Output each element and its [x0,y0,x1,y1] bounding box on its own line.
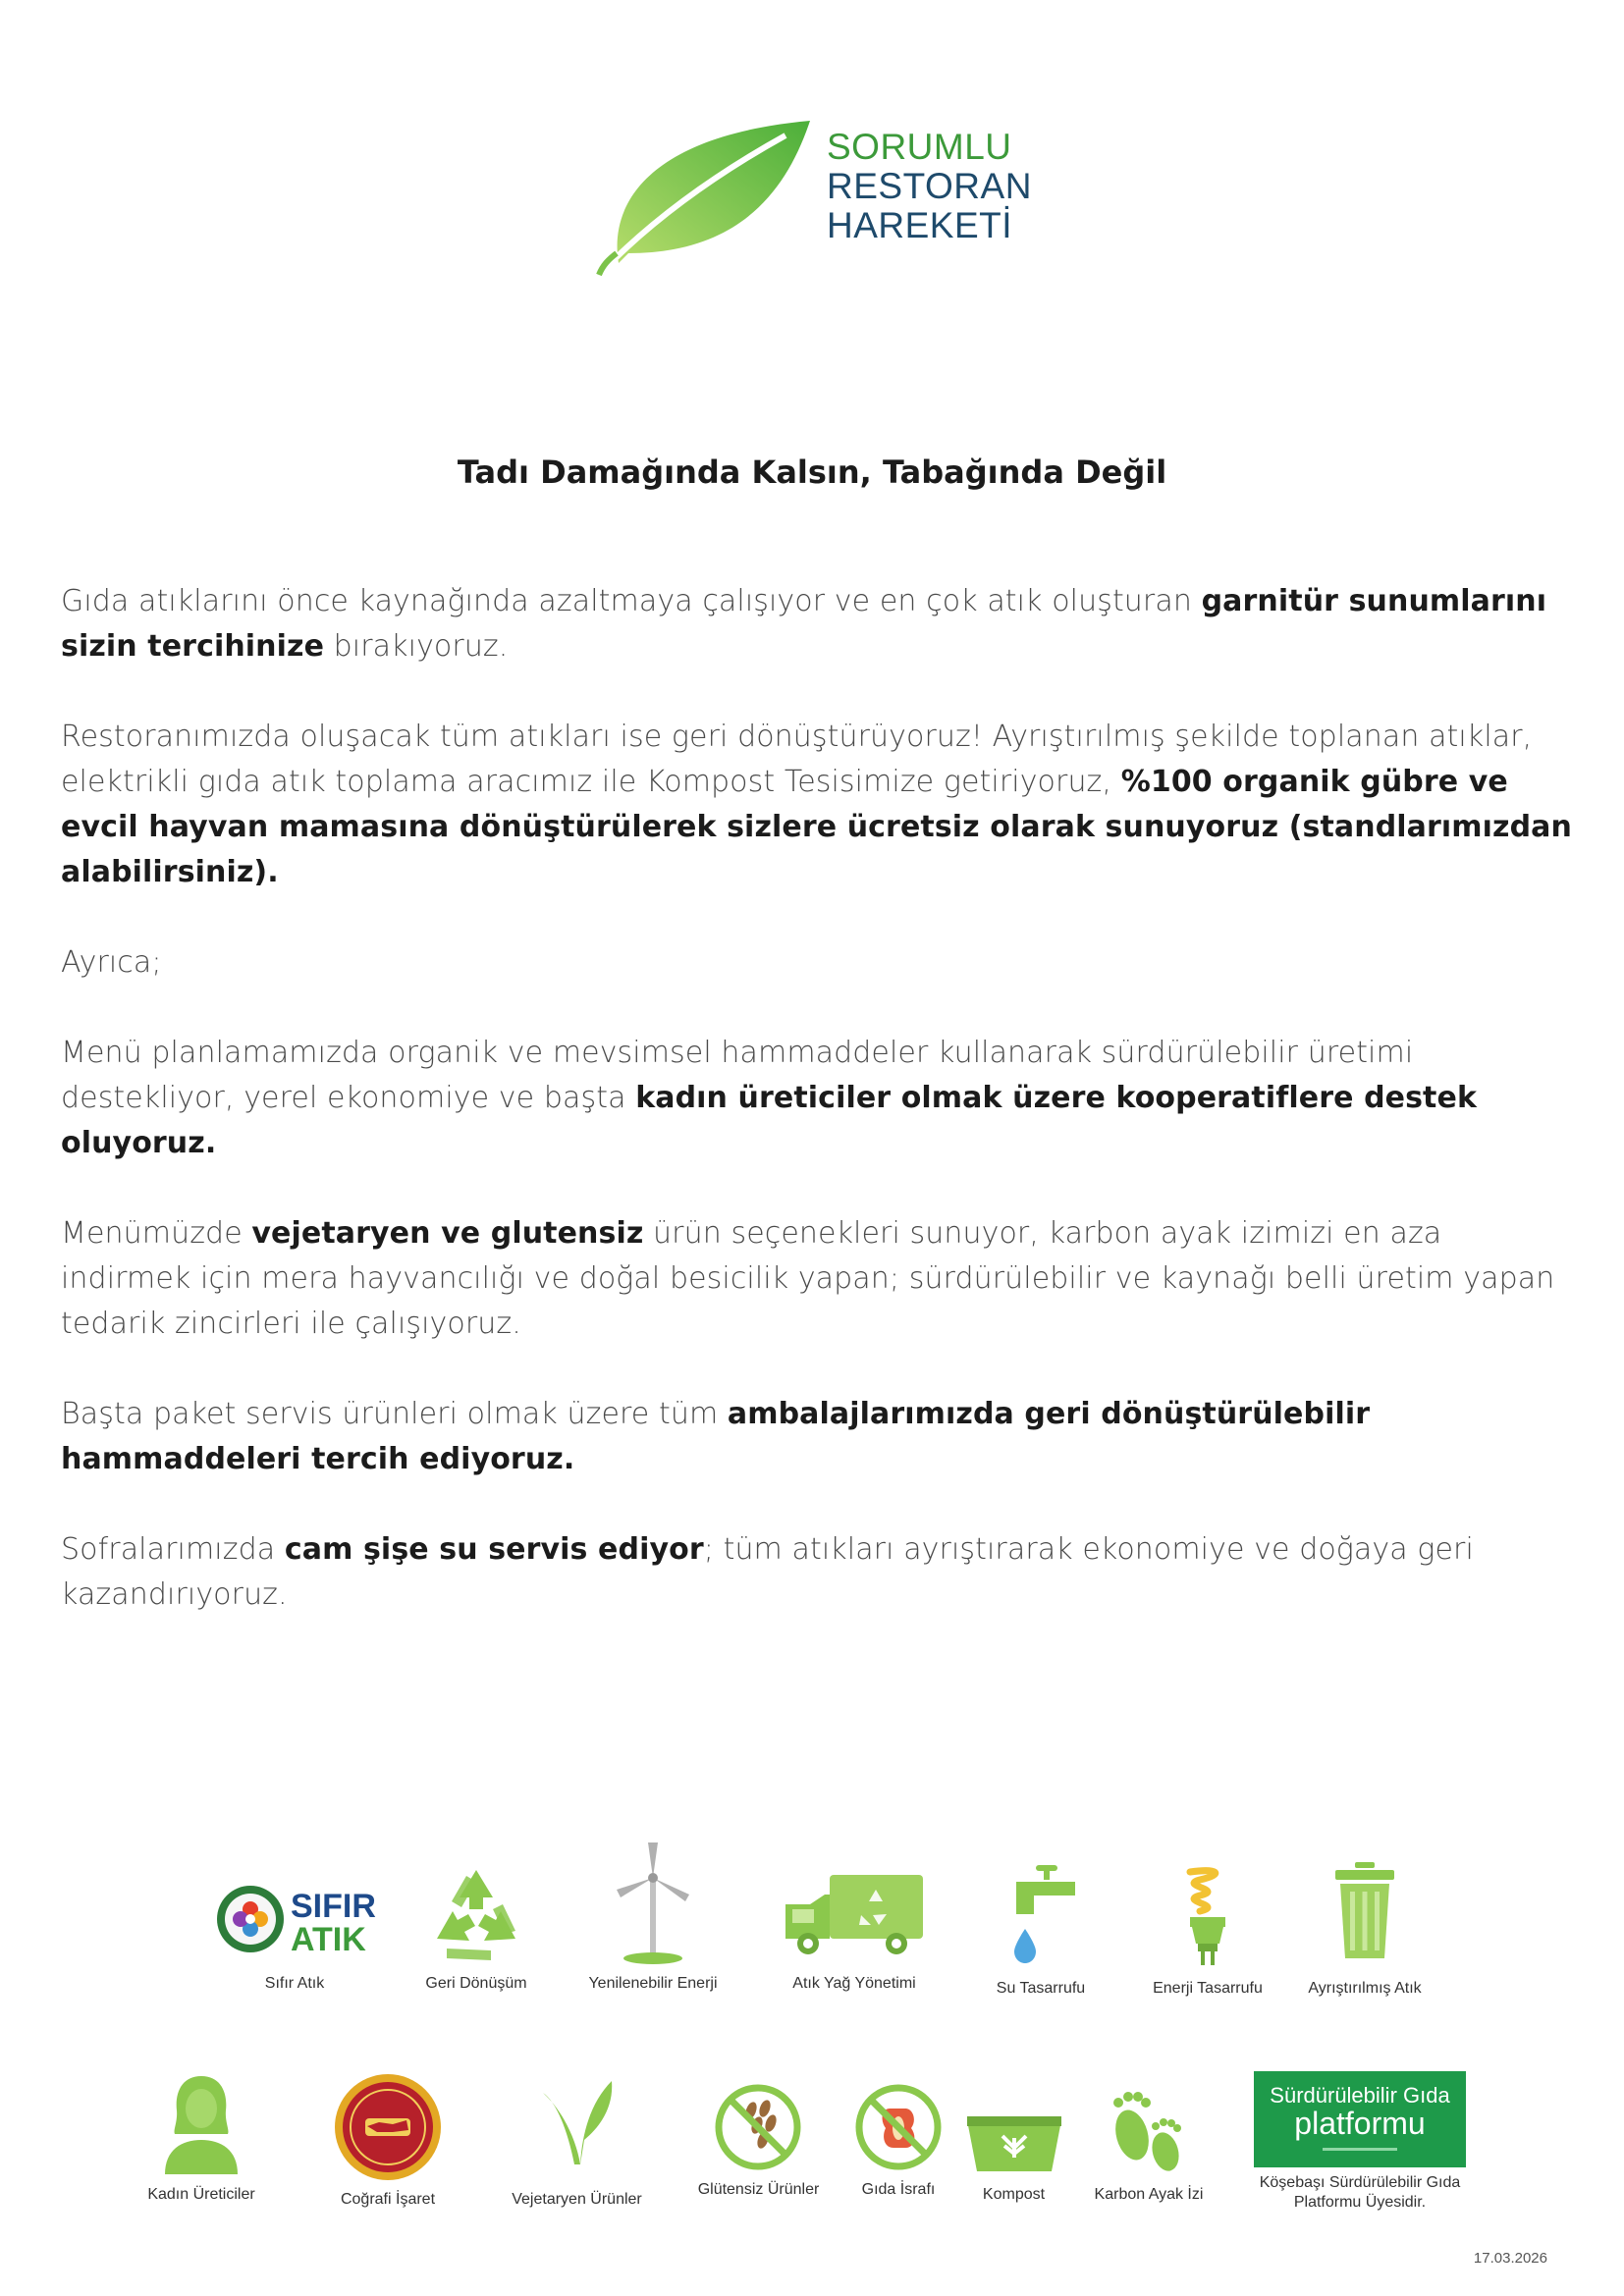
gluten-free-item [677,2071,839,2200]
icon-row-2 [0,2071,1624,2248]
paragraph-text: ürün seçenekleri sunuyor, karbon ayak izimizi en aza indirmek için mera hayvancılığı ve doğal besicilik yapan; sürdürülebilir ve kaynağı belli üretim yapan tedarik zincirleri ile çalışıyoruz. [61,1216,1555,1341]
vegetarian-item [491,2071,663,2210]
women-producers-item [118,2071,285,2205]
trash-bin-icon [1326,1860,1404,1973]
icon-label: Gıda İsrafı [861,2181,936,2198]
icon-label: Vejetaryen Ürünler [512,2191,642,2208]
paragraph-emphasis: cam şişe su servis ediyor [284,1532,704,1567]
carbon-footprint-item [1080,2071,1218,2205]
water-tap-icon [987,1860,1095,1973]
no-food-waste-icon [852,2081,946,2174]
icon-label: Geri Dönüşüm [425,1975,527,1992]
icon-label: Kompost [982,2186,1046,2203]
wind-turbine-item [569,1860,736,1994]
paragraph-also [61,940,1573,986]
paragraph-glass-bottle [61,1527,1573,1618]
logo-line-3: HAREKETİ [827,205,1013,245]
icon-label: Coğrafi İşaret [340,2191,436,2208]
energy-bulb-item [1134,1860,1281,1999]
icon-label: Karbon Ayak İzi [1094,2186,1204,2203]
paragraph-text: ; tüm atıkları ayrıştırarak ekonomiye ve doğaya geri kazandırıyoruz. [61,1532,1474,1612]
water-tap-item [972,1860,1110,1999]
logo-line-1: SORUMLU [827,127,1012,167]
zero-waste-icon [206,1860,383,1968]
paragraph-emphasis: vejetaryen ve glutensiz [251,1216,644,1251]
leaf-logo-icon [589,116,817,278]
document-date: 17.03.2026 [1473,2250,1547,2267]
paragraph-text: Sofralarımızda [61,1532,285,1567]
platform-badge-line1: Sürdürülebilir Gıda [1270,2083,1450,2108]
paragraph-vegetarian [61,1211,1573,1347]
zero-waste-badge-line2: ATIK [291,1921,366,1958]
paragraph-emphasis: kadın üreticiler olmak üzere kooperatiflere destek oluyoruz. [61,1081,1477,1160]
icon-label: Glütensiz Ürünler [697,2181,820,2198]
paragraph-garnish [61,579,1573,669]
icon-label: Sıfır Atık [264,1975,325,1992]
zero-waste-badge-line1: SIFIR [291,1888,376,1925]
compost-item [962,2071,1065,2205]
paragraph-menu-planning [61,1031,1573,1166]
paragraph-text: Başta paket servis ürünleri olmak üzere tüm [61,1397,728,1431]
icon-label: Su Tasarrufu [996,1980,1086,1997]
paragraph-text: bırakıyoruz. [324,629,509,664]
waste-truck-icon [781,1860,928,1968]
zero-waste-item [201,1860,388,1994]
paragraph-text: Menü planlamamızda organik ve mevsimsel hammaddeler kullanarak sürdürülebilir üretimi destekliyor, yerel ekonomiye ve başta [61,1036,1414,1115]
icon-label: Ayrıştırılmış Atık [1308,1980,1422,1997]
paragraph-text: Gıda atıklarını önce kaynağında azaltmaya çalışıyor ve en çok atık oluşturan [61,584,1202,618]
icon-label: Enerji Tasarrufu [1153,1980,1263,1997]
paragraph-emphasis: %100 organik gübre ve evcil hayvan mamasına dönüştürülerek sizlere ücretsiz olarak sunuyoruz (standlarımızdan alabilirsiniz). [61,765,1572,889]
geographic-indication-item [314,2071,461,2210]
icon-label: Kadın Üreticiler [147,2186,255,2203]
brand-logo [589,116,1060,283]
energy-bulb-icon [1168,1860,1247,1973]
sustainable-food-platform-item [1252,2071,1468,2213]
paragraph-text: Ayrıca; [61,945,162,980]
food-waste-item [844,2071,952,2200]
platform-logo-icon [1254,2071,1466,2167]
trash-bin-item [1286,1860,1443,1999]
paragraph-packaging [61,1392,1573,1482]
icon-label: Yenilenebilir Enerji [588,1975,718,1992]
wind-turbine-icon [599,1841,707,1968]
compost-icon [965,2081,1063,2179]
gluten-free-icon [712,2081,805,2174]
icon-label: Atık Yağ Yönetimi [792,1975,916,1992]
recycle-icon [422,1860,530,1968]
platform-badge-line2: platformu [1294,2106,1426,2141]
icon-row-1 [0,1860,1624,2017]
paragraph-text: Restoranımızda oluşacak tüm atıkları ise geri dönüştürüyoruz! Ayrıştırılmış şekilde toplanan atıklar, elektrikli gıda atık toplama aracımız ile Kompost Tesisimize getiriyoruz, [61,720,1533,799]
paragraph-emphasis: ambalajlarımızda geri dönüştürülebilir hammaddeleri tercih ediyoruz. [61,1397,1371,1476]
woman-icon [157,2071,245,2179]
waste-truck-item [761,1860,947,1994]
paragraph-emphasis: garnitür sunumlarını sizin tercihinize [61,584,1547,664]
logo-line-2: RESTORAN [827,166,1032,206]
geographic-indication-seal-icon [332,2071,445,2184]
document-title: Tadı Damağında Kalsın, Tabağında Değil [457,454,1167,491]
logo-wordmark [827,128,1032,245]
paragraph-text: Menümüzde [61,1216,252,1251]
icon-label: Köşebaşı Sürdürülebilir Gıda Platformu Üyesidir. [1259,2174,1461,2211]
recycle-item [407,1860,545,1994]
paragraph-recycling [61,715,1573,895]
footprint-icon [1105,2081,1193,2179]
document-body [61,579,1573,1663]
sprout-icon [533,2071,622,2184]
